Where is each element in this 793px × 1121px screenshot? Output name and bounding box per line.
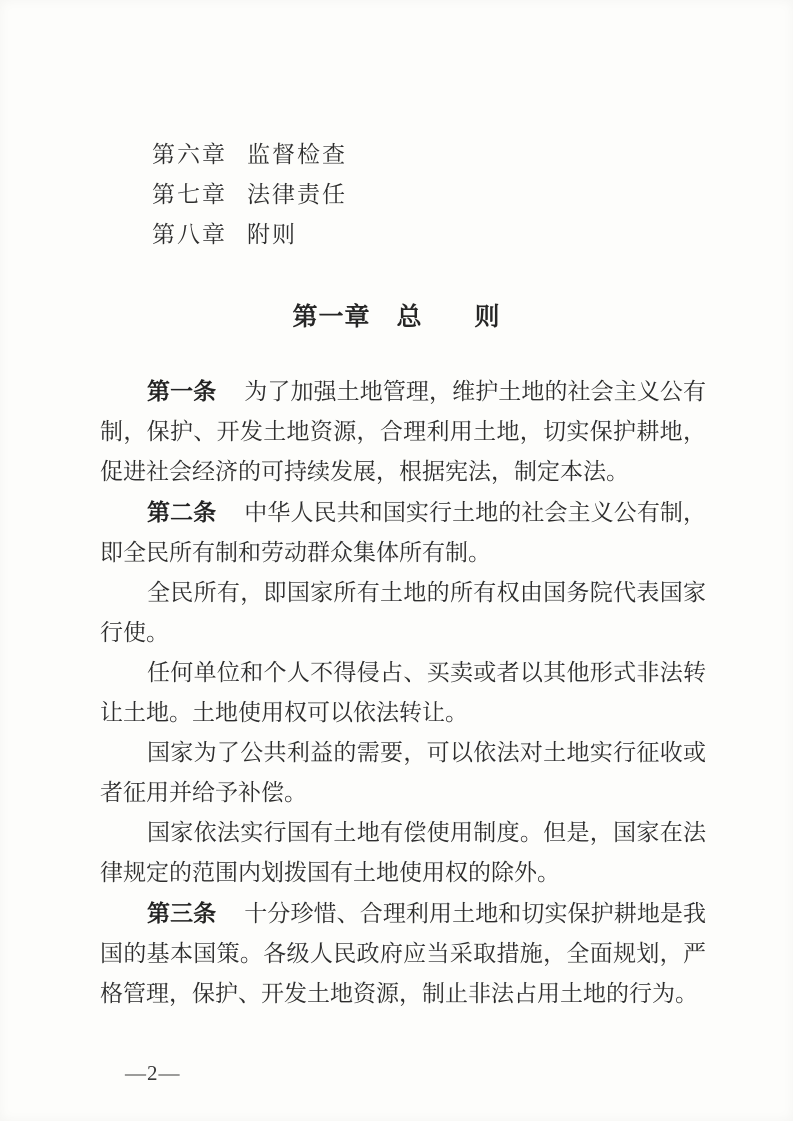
paragraph-text: 任何单位和个人不得侵占、买卖或者以其他形式非法转让土地。土地使用权可以依法转让。 xyxy=(100,660,706,725)
paragraph xyxy=(100,573,706,653)
article-text-block xyxy=(100,371,706,1014)
paragraph xyxy=(100,653,706,733)
paragraph-text: 为了加强土地管理，维护土地的社会主义公有制，保护、开发土地资源，合理利用土地，切实保护耕地，促进社会经济的可持续发展，根据宪法，制定本法。 xyxy=(100,379,707,484)
chapter-number: 第八章 xyxy=(152,222,227,247)
paragraph-article-2 xyxy=(100,492,706,573)
paragraph-text: 十分珍惜、合理利用土地和切实保护耕地是我国的基本国策。各级人民政府应当采取措施，全面规划，严格管理，保护、开发土地资源，制止非法占用土地的行为。 xyxy=(100,901,707,1006)
chapter-title: 法律责任 xyxy=(247,182,347,207)
paragraph-article-1 xyxy=(100,371,706,492)
paragraph xyxy=(100,813,706,893)
toc-item-chapter-6 xyxy=(152,135,347,175)
chapter-heading: 第一章 总 则 xyxy=(292,303,501,331)
paragraph xyxy=(100,733,706,813)
article-number: 第二条 xyxy=(147,499,217,525)
chapter-title: 附则 xyxy=(247,222,297,247)
page-number: —2— xyxy=(125,1061,181,1085)
paragraph-text: 全民所有，即国家所有土地的所有权由国务院代表国家行使。 xyxy=(100,580,706,645)
article-number: 第三条 xyxy=(147,900,217,926)
article-number: 第一条 xyxy=(147,378,217,404)
paragraph-text: 国家为了公共利益的需要，可以依法对土地实行征收或者征用并给予补偿。 xyxy=(100,740,706,805)
chapter-title: 监督检查 xyxy=(247,142,347,167)
paragraph-text: 国家依法实行国有土地有偿使用制度。但是，国家在法律规定的范围内划拨国有土地使用权的除外。 xyxy=(100,820,706,885)
chapter-number: 第七章 xyxy=(152,182,227,207)
chapter-number: 第六章 xyxy=(152,142,227,167)
toc-item-chapter-7 xyxy=(152,175,347,215)
chapter-list xyxy=(152,135,347,255)
paragraph-text: 中华人民共和国实行土地的社会主义公有制，即全民所有制和劳动群众集体所有制。 xyxy=(100,500,707,565)
paragraph-article-3 xyxy=(100,893,706,1014)
toc-item-chapter-8 xyxy=(152,215,347,255)
